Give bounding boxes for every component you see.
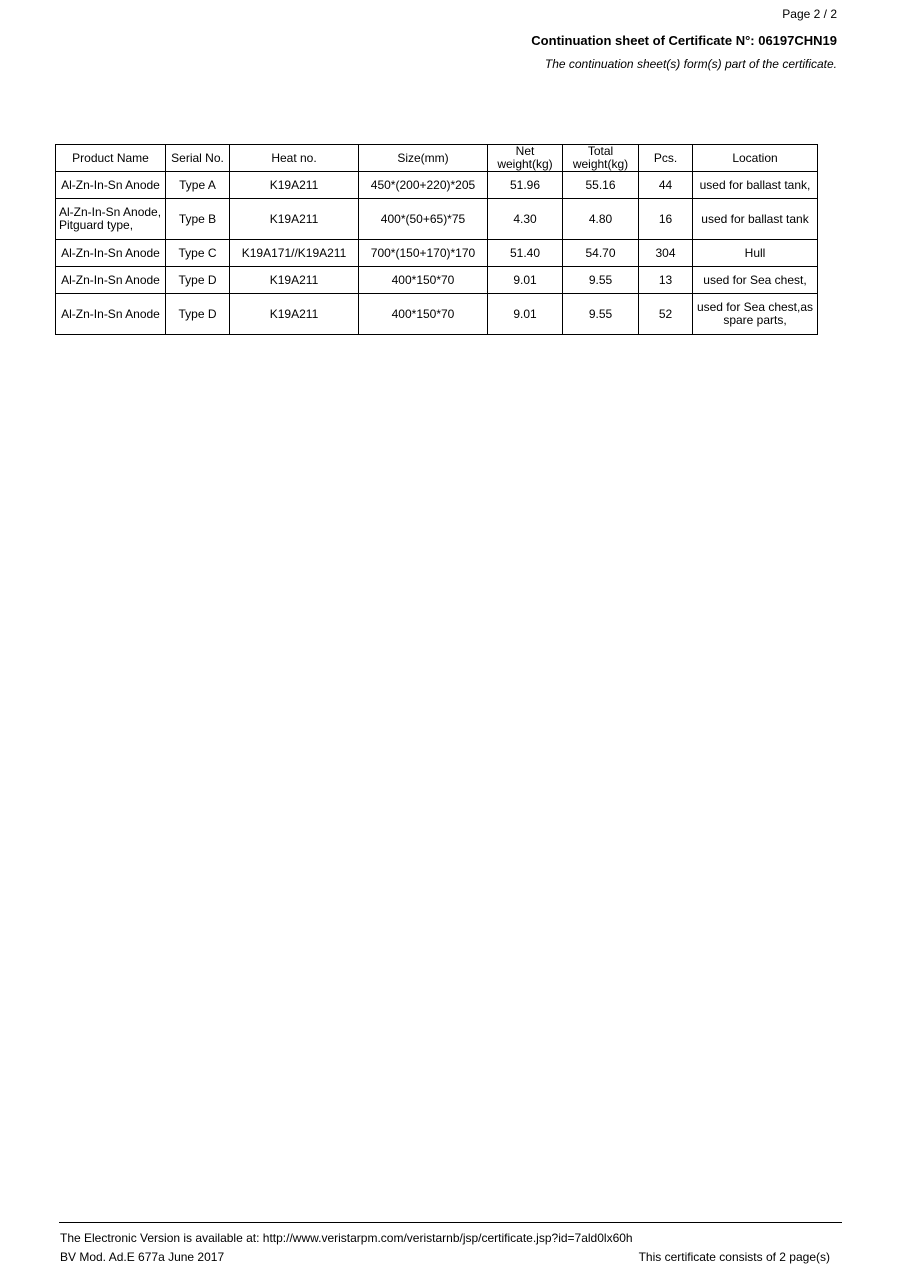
header-pcs: Pcs. bbox=[639, 145, 693, 172]
cell-serial-no: Type B bbox=[166, 199, 230, 240]
cell-location: used for ballast tank, bbox=[693, 172, 818, 199]
cell-size: 400*(50+65)*75 bbox=[359, 199, 488, 240]
cell-pcs: 13 bbox=[639, 267, 693, 294]
table-header-row bbox=[56, 145, 818, 172]
cell-net-weight: 9.01 bbox=[488, 267, 563, 294]
cell-pcs: 52 bbox=[639, 294, 693, 335]
cell-serial-no: Type D bbox=[166, 294, 230, 335]
cell-net-weight: 51.96 bbox=[488, 172, 563, 199]
cell-heat-no: K19A211 bbox=[230, 267, 359, 294]
cell-size: 450*(200+220)*205 bbox=[359, 172, 488, 199]
table-row bbox=[56, 294, 818, 335]
cell-product-name: Al-Zn-In-Sn Anode bbox=[56, 240, 166, 267]
certificate-title: Continuation sheet of Certificate N°: 06197CHN19 bbox=[531, 33, 837, 48]
anode-table bbox=[55, 144, 818, 335]
cell-serial-no: Type A bbox=[166, 172, 230, 199]
cell-product-name: Al-Zn-In-Sn Anode bbox=[56, 294, 166, 335]
cell-total-weight: 9.55 bbox=[563, 267, 639, 294]
cell-net-weight: 4.30 bbox=[488, 199, 563, 240]
cell-product-name: Al-Zn-In-Sn Anode bbox=[56, 267, 166, 294]
cell-size: 400*150*70 bbox=[359, 267, 488, 294]
header-size: Size(mm) bbox=[359, 145, 488, 172]
cell-pcs: 16 bbox=[639, 199, 693, 240]
cell-location: Hull bbox=[693, 240, 818, 267]
cell-heat-no: K19A171//K19A211 bbox=[230, 240, 359, 267]
cell-heat-no: K19A211 bbox=[230, 294, 359, 335]
page-count-note: This certificate consists of 2 page(s) bbox=[638, 1250, 830, 1264]
cell-location: used for Sea chest, bbox=[693, 267, 818, 294]
table-row bbox=[56, 172, 818, 199]
cell-serial-no: Type D bbox=[166, 267, 230, 294]
cell-product-name: Al-Zn-In-Sn Anode bbox=[56, 172, 166, 199]
footer-divider bbox=[59, 1222, 842, 1223]
electronic-version-note: The Electronic Version is available at: http://www.veristarpm.com/veristarnb/jsp/certificate.jsp?id=7ald0lx60h bbox=[60, 1231, 633, 1245]
header-product-name: Product Name bbox=[56, 145, 166, 172]
cell-size: 400*150*70 bbox=[359, 294, 488, 335]
cell-total-weight: 4.80 bbox=[563, 199, 639, 240]
cell-size: 700*(150+170)*170 bbox=[359, 240, 488, 267]
cell-heat-no: K19A211 bbox=[230, 172, 359, 199]
cell-total-weight: 9.55 bbox=[563, 294, 639, 335]
cell-net-weight: 51.40 bbox=[488, 240, 563, 267]
cell-pcs: 44 bbox=[639, 172, 693, 199]
table-row bbox=[56, 199, 818, 240]
cell-product-name: Al-Zn-In-Sn Anode, Pitguard type, bbox=[56, 199, 166, 240]
cell-location: used for Sea chest,as spare parts, bbox=[693, 294, 818, 335]
cell-net-weight: 9.01 bbox=[488, 294, 563, 335]
table-row bbox=[56, 240, 818, 267]
header-heat-no: Heat no. bbox=[230, 145, 359, 172]
header-total-weight: Total weight(kg) bbox=[563, 145, 639, 172]
page-number: Page 2 / 2 bbox=[782, 7, 837, 21]
header-serial-no: Serial No. bbox=[166, 145, 230, 172]
table-row bbox=[56, 267, 818, 294]
cell-heat-no: K19A211 bbox=[230, 199, 359, 240]
cell-total-weight: 55.16 bbox=[563, 172, 639, 199]
header-location: Location bbox=[693, 145, 818, 172]
cell-serial-no: Type C bbox=[166, 240, 230, 267]
cell-location: used for ballast tank bbox=[693, 199, 818, 240]
form-reference: BV Mod. Ad.E 677a June 2017 bbox=[60, 1250, 225, 1264]
header-net-weight: Net weight(kg) bbox=[488, 145, 563, 172]
cell-total-weight: 54.70 bbox=[563, 240, 639, 267]
cell-pcs: 304 bbox=[639, 240, 693, 267]
certificate-subtitle: The continuation sheet(s) form(s) part of the certificate. bbox=[544, 57, 837, 71]
